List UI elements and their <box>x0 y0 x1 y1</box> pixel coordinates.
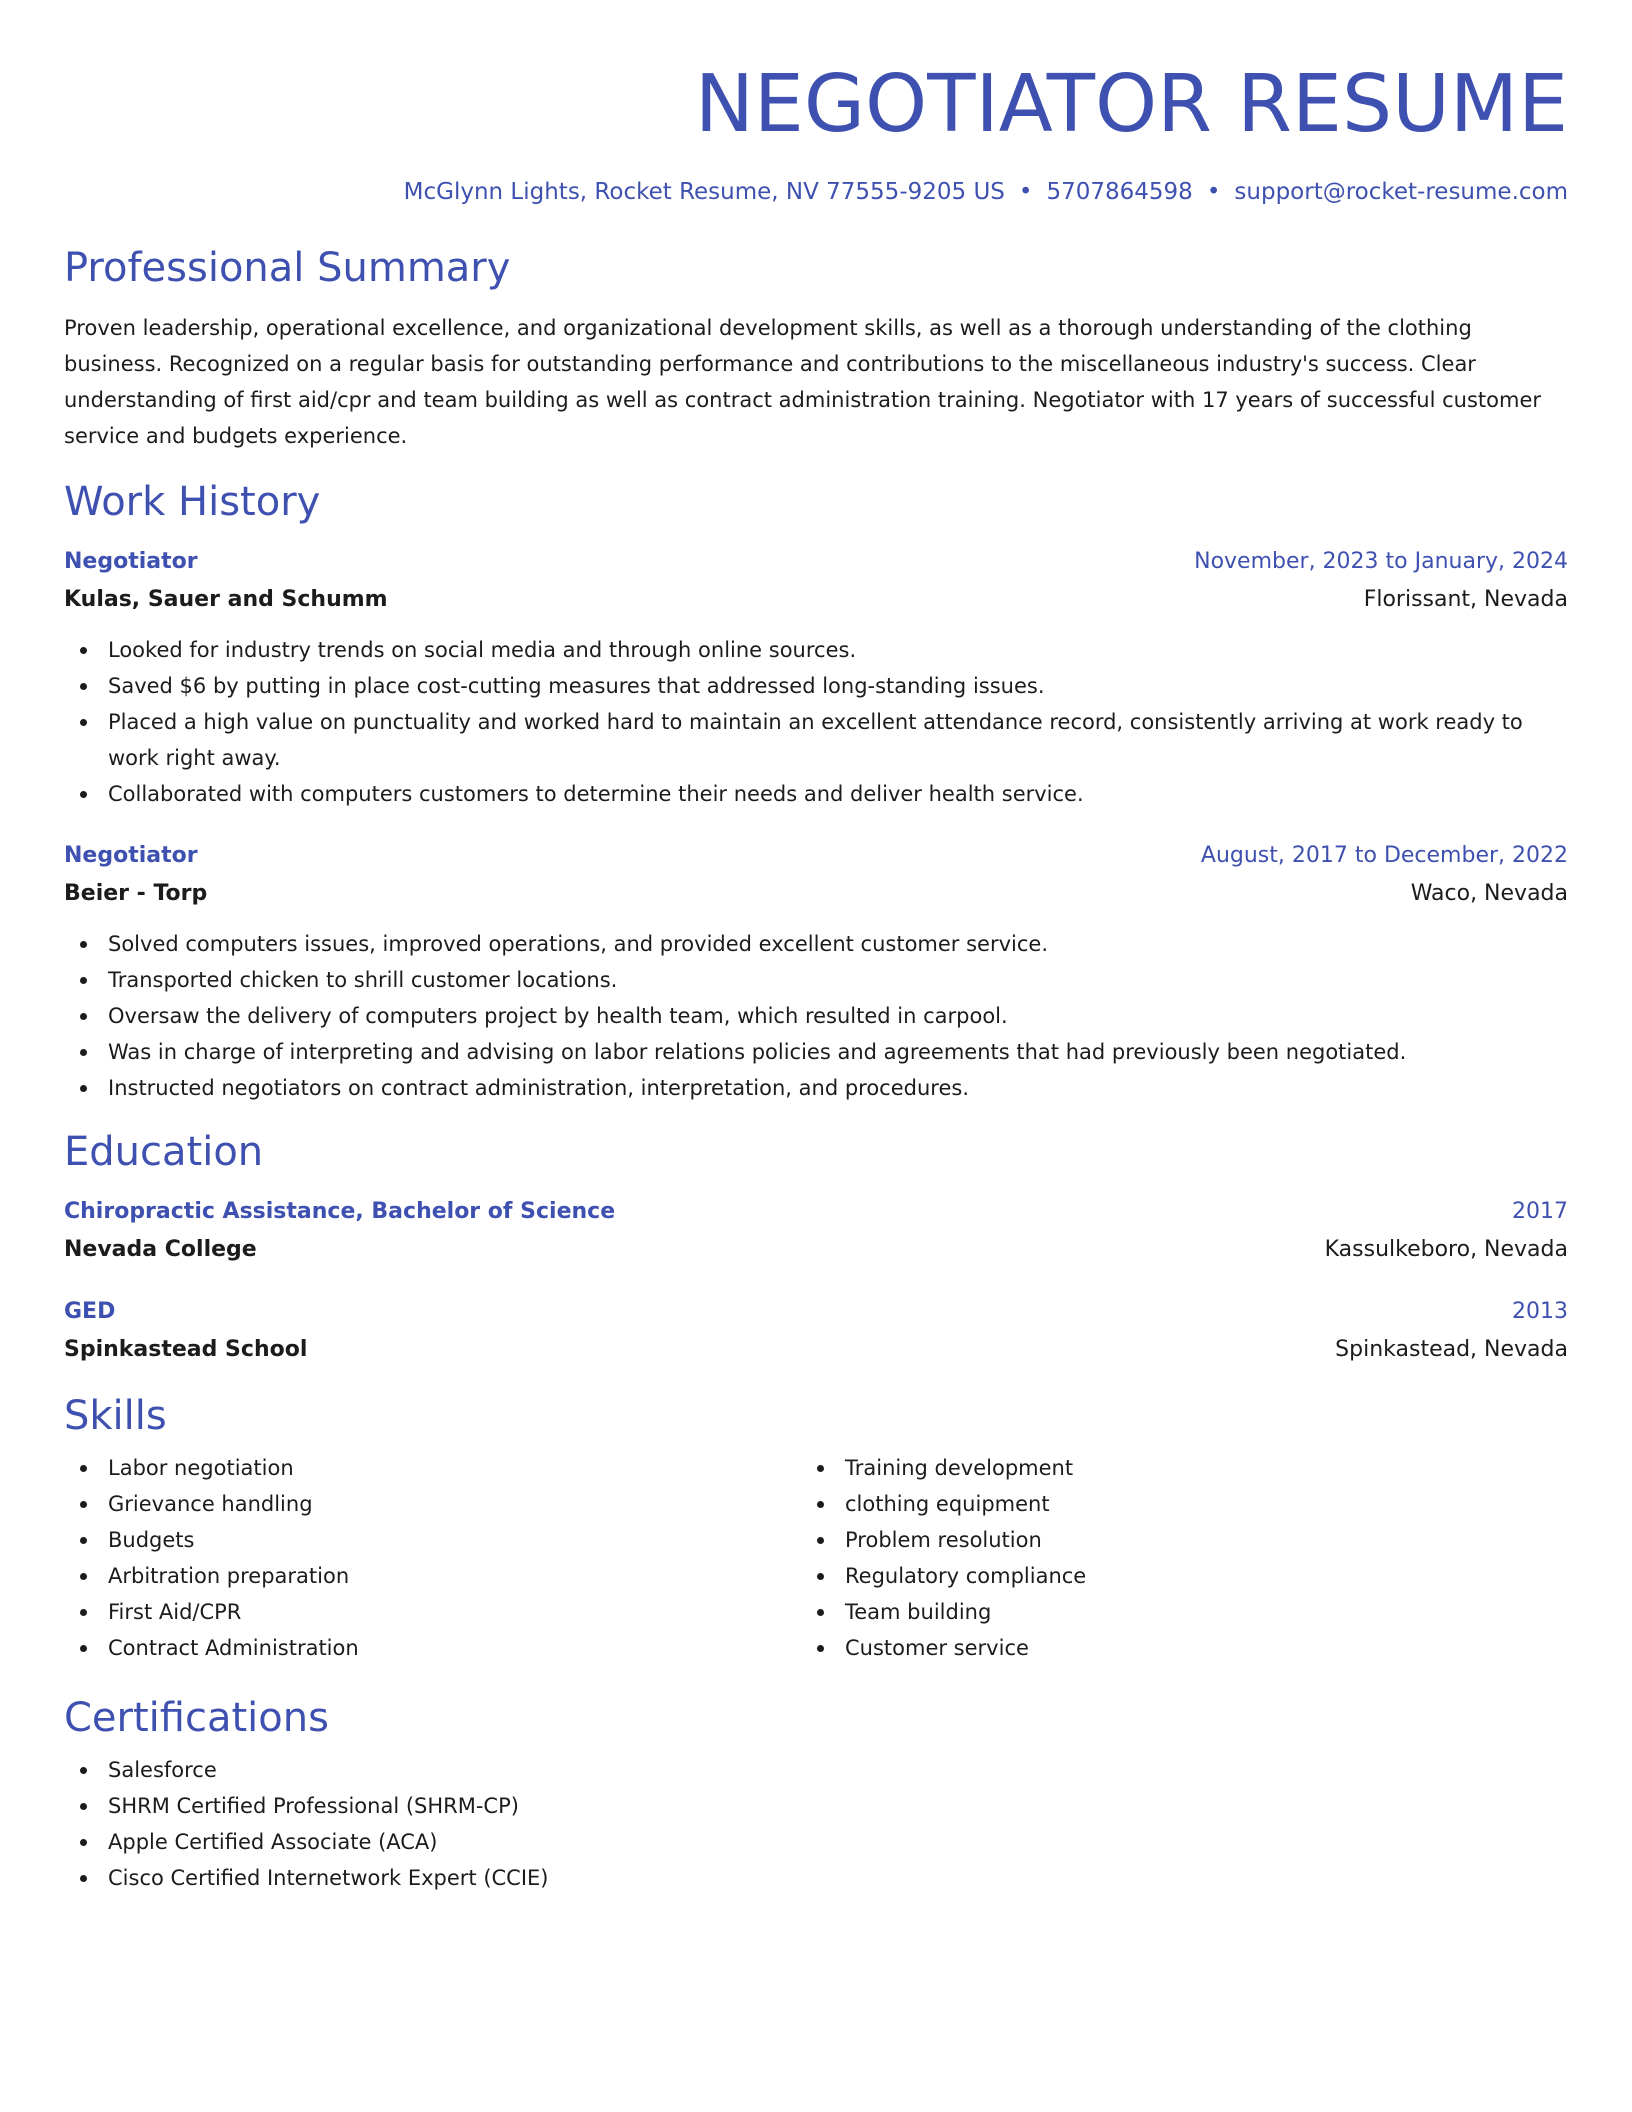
certification-item: Cisco Certified Internetwork Expert (CCIE) <box>64 1860 1568 1896</box>
education-location: Spinkastead, Nevada <box>1335 1337 1568 1362</box>
job-bullets <box>64 632 1568 812</box>
job-bullet: Looked for industry trends on social media and through online sources. <box>64 632 1568 668</box>
certification-item: SHRM Certified Professional (SHRM-CP) <box>64 1788 1568 1824</box>
job-bullet: Placed a high value on punctuality and worked hard to maintain an excellent attendance record, consistently arriving at work ready to work right away. <box>64 704 1568 776</box>
contact-separator: • <box>1206 179 1221 205</box>
skill-item: Grievance handling <box>64 1486 801 1522</box>
skill-item: Training development <box>801 1450 1538 1486</box>
job-bullet: Collaborated with computers customers to determine their needs and deliver health service. <box>64 776 1568 812</box>
skill-item: First Aid/CPR <box>64 1594 801 1630</box>
certifications-list <box>64 1752 1568 1896</box>
skill-item: Contract Administration <box>64 1630 801 1666</box>
certifications-section <box>64 1692 1568 1896</box>
work-history-heading: Work History <box>64 479 321 525</box>
job-bullet: Was in charge of interpreting and advising on labor relations policies and agreements that had previously been negotiated. <box>64 1034 1568 1070</box>
contact-line <box>64 176 1568 208</box>
education-location: Kassulkeboro, Nevada <box>1324 1237 1568 1262</box>
skill-item: Problem resolution <box>801 1522 1538 1558</box>
certification-item: Salesforce <box>64 1752 1568 1788</box>
education-school: Spinkastead School <box>64 1337 308 1362</box>
skill-item: Team building <box>801 1594 1538 1630</box>
skills-heading: Skills <box>64 1393 167 1439</box>
skills-section <box>64 1390 1568 1666</box>
skill-item: Budgets <box>64 1522 801 1558</box>
job-bullets <box>64 926 1568 1106</box>
job-dates: August, 2017 to December, 2022 <box>1200 843 1568 868</box>
job-bullet: Solved computers issues, improved operations, and provided excellent customer service. <box>64 926 1568 962</box>
education-degree: Chiropractic Assistance, Bachelor of Science <box>64 1199 616 1224</box>
work-history-section <box>64 476 1568 1106</box>
job-entry <box>64 544 1568 812</box>
education-section <box>64 1126 1568 1370</box>
job-bullet: Transported chicken to shrill customer locations. <box>64 962 1568 998</box>
summary-text: Proven leadership, operational excellence, and organizational development skills, as well as a thorough understanding of the clothing business. Recognized on a regular basis for outstanding performance and contributions to the miscellaneous industry's success. Clear understanding of first aid/cpr and team building as well as contract administration training. Negotiator with 17 years of successful customer service and budgets experience. <box>64 316 1541 448</box>
resume-header <box>64 54 1568 208</box>
job-role: Negotiator <box>64 843 198 868</box>
job-dates: November, 2023 to January, 2024 <box>1194 549 1568 574</box>
skills-list-right <box>801 1450 1538 1666</box>
job-location: Waco, Nevada <box>1410 881 1568 906</box>
education-entry <box>64 1294 1568 1370</box>
education-year: 2013 <box>1512 1299 1568 1324</box>
contact-email: support@rocket-resume.com <box>1234 179 1568 205</box>
skill-item: clothing equipment <box>801 1486 1538 1522</box>
job-company: Beier - Torp <box>64 881 208 906</box>
job-company: Kulas, Sauer and Schumm <box>64 587 388 612</box>
job-bullet: Saved $6 by putting in place cost-cutting measures that addressed long-standing issues. <box>64 668 1568 704</box>
summary-section <box>64 242 1568 454</box>
skill-item: Customer service <box>801 1630 1538 1666</box>
job-entry <box>64 838 1568 1106</box>
job-location: Florissant, Nevada <box>1363 587 1568 612</box>
education-school: Nevada College <box>64 1237 257 1262</box>
skill-item: Regulatory compliance <box>801 1558 1538 1594</box>
skills-list-left <box>64 1450 801 1666</box>
contact-phone: 5707864598 <box>1046 179 1193 205</box>
job-bullet: Instructed negotiators on contract administration, interpretation, and procedures. <box>64 1070 1568 1106</box>
certifications-heading: Certifications <box>64 1695 329 1741</box>
contact-separator: • <box>1018 179 1033 205</box>
education-year: 2017 <box>1512 1199 1568 1224</box>
skill-item: Labor negotiation <box>64 1450 801 1486</box>
contact-address: McGlynn Lights, Rocket Resume, NV 77555-9205 US <box>403 179 1005 205</box>
certification-item: Apple Certified Associate (ACA) <box>64 1824 1568 1860</box>
skills-columns <box>64 1450 1568 1666</box>
resume-title: NEGOTIATOR RESUME <box>694 58 1568 150</box>
job-bullet: Oversaw the delivery of computers project by health team, which resulted in carpool. <box>64 998 1568 1034</box>
education-entry <box>64 1194 1568 1270</box>
education-heading: Education <box>64 1129 264 1175</box>
job-role: Negotiator <box>64 549 198 574</box>
skill-item: Arbitration preparation <box>64 1558 801 1594</box>
education-degree: GED <box>64 1299 116 1324</box>
summary-heading: Professional Summary <box>64 245 511 291</box>
